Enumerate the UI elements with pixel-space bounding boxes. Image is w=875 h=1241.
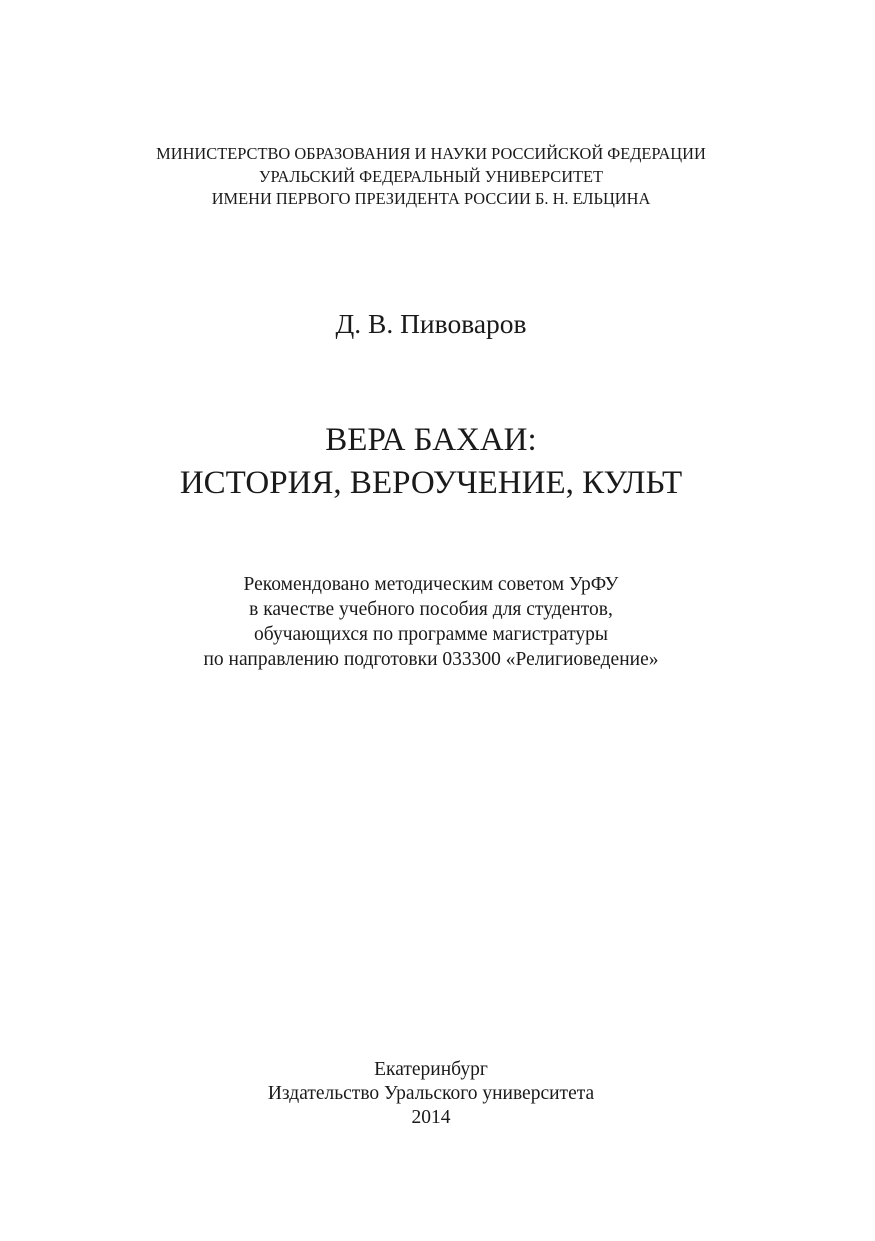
- author-name: Д. В. Пивоваров: [335, 308, 527, 339]
- imprint-year: 2014: [411, 1107, 451, 1128]
- imprint-publisher: Издательство Уральского университета: [267, 1083, 595, 1104]
- recommendation-line: обучающихся по программе магистратуры: [254, 624, 608, 645]
- recommendation-line: в качестве учебного пособия для студентов,: [249, 599, 613, 620]
- university-line: УРАЛЬСКИЙ ФЕДЕРАЛЬНЫЙ УНИВЕРСИТЕТ: [258, 167, 604, 186]
- ministry-line: МИНИСТЕРСТВО ОБРАЗОВАНИЯ И НАУКИ РОССИЙСКОЙ ФЕДЕРАЦИИ: [156, 144, 706, 163]
- recommendation-line: Рекомендовано методическим советом УрФУ: [243, 574, 619, 595]
- imprint-city: Екатеринбург: [374, 1059, 488, 1080]
- book-title-line-1: ВЕРА БАХАИ:: [325, 422, 537, 458]
- recommendation-line: по направлению подготовки 033300 «Религиоведение»: [203, 649, 659, 670]
- university-name-line: ИМЕНИ ПЕРВОГО ПРЕЗИДЕНТА РОССИИ Б. Н. ЕЛЬЦИНА: [211, 189, 651, 208]
- book-title-line-2: ИСТОРИЯ, ВЕРОУЧЕНИЕ, КУЛЬТ: [179, 465, 683, 501]
